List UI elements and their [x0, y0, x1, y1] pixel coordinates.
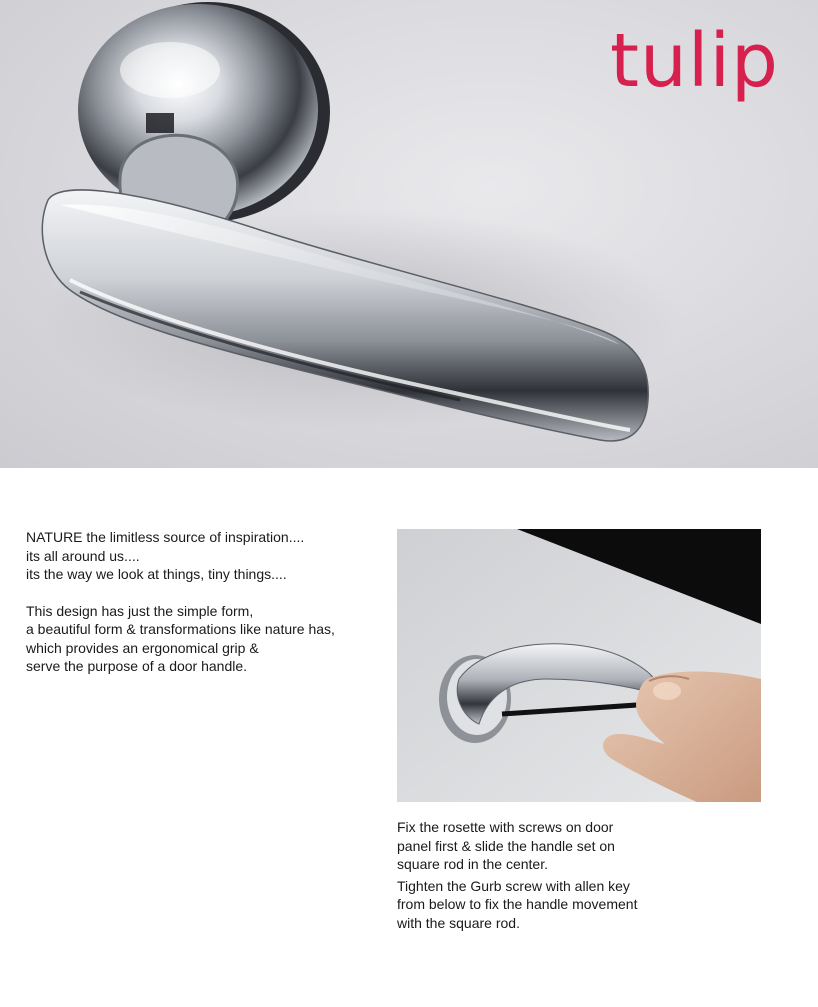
instruction-line: Tighten the Gurb screw with allen key [397, 877, 630, 894]
instruction-line: panel first & slide the handle set on [397, 837, 615, 854]
installation-icon [397, 529, 761, 802]
description-line: its the way we look at things, tiny things.... [26, 566, 287, 582]
description-line: This design has just the simple form, [26, 602, 254, 619]
instructions [397, 818, 757, 935]
description-line: a beautiful form & transformations like nature has, [26, 621, 335, 637]
installation-photo [397, 529, 761, 802]
description-line: its all around us.... [26, 547, 140, 564]
brand-title: tulip [610, 18, 780, 104]
instruction-line: square rod in the center. [397, 856, 548, 872]
description-line: which provides an ergonomical grip & [26, 639, 259, 656]
description-line: serve the purpose of a door handle. [26, 658, 248, 674]
instruction-step [397, 877, 757, 933]
description [26, 528, 366, 676]
description-line: NATURE the limitless source of inspiration.... [26, 529, 305, 545]
instruction-step [397, 818, 757, 874]
instruction-line: with the square rod. [397, 914, 520, 931]
instruction-line: from below to fix the handle movement [397, 896, 638, 912]
instruction-line: Fix the rosette with screws on door [397, 819, 614, 835]
hero-photo [0, 0, 818, 468]
